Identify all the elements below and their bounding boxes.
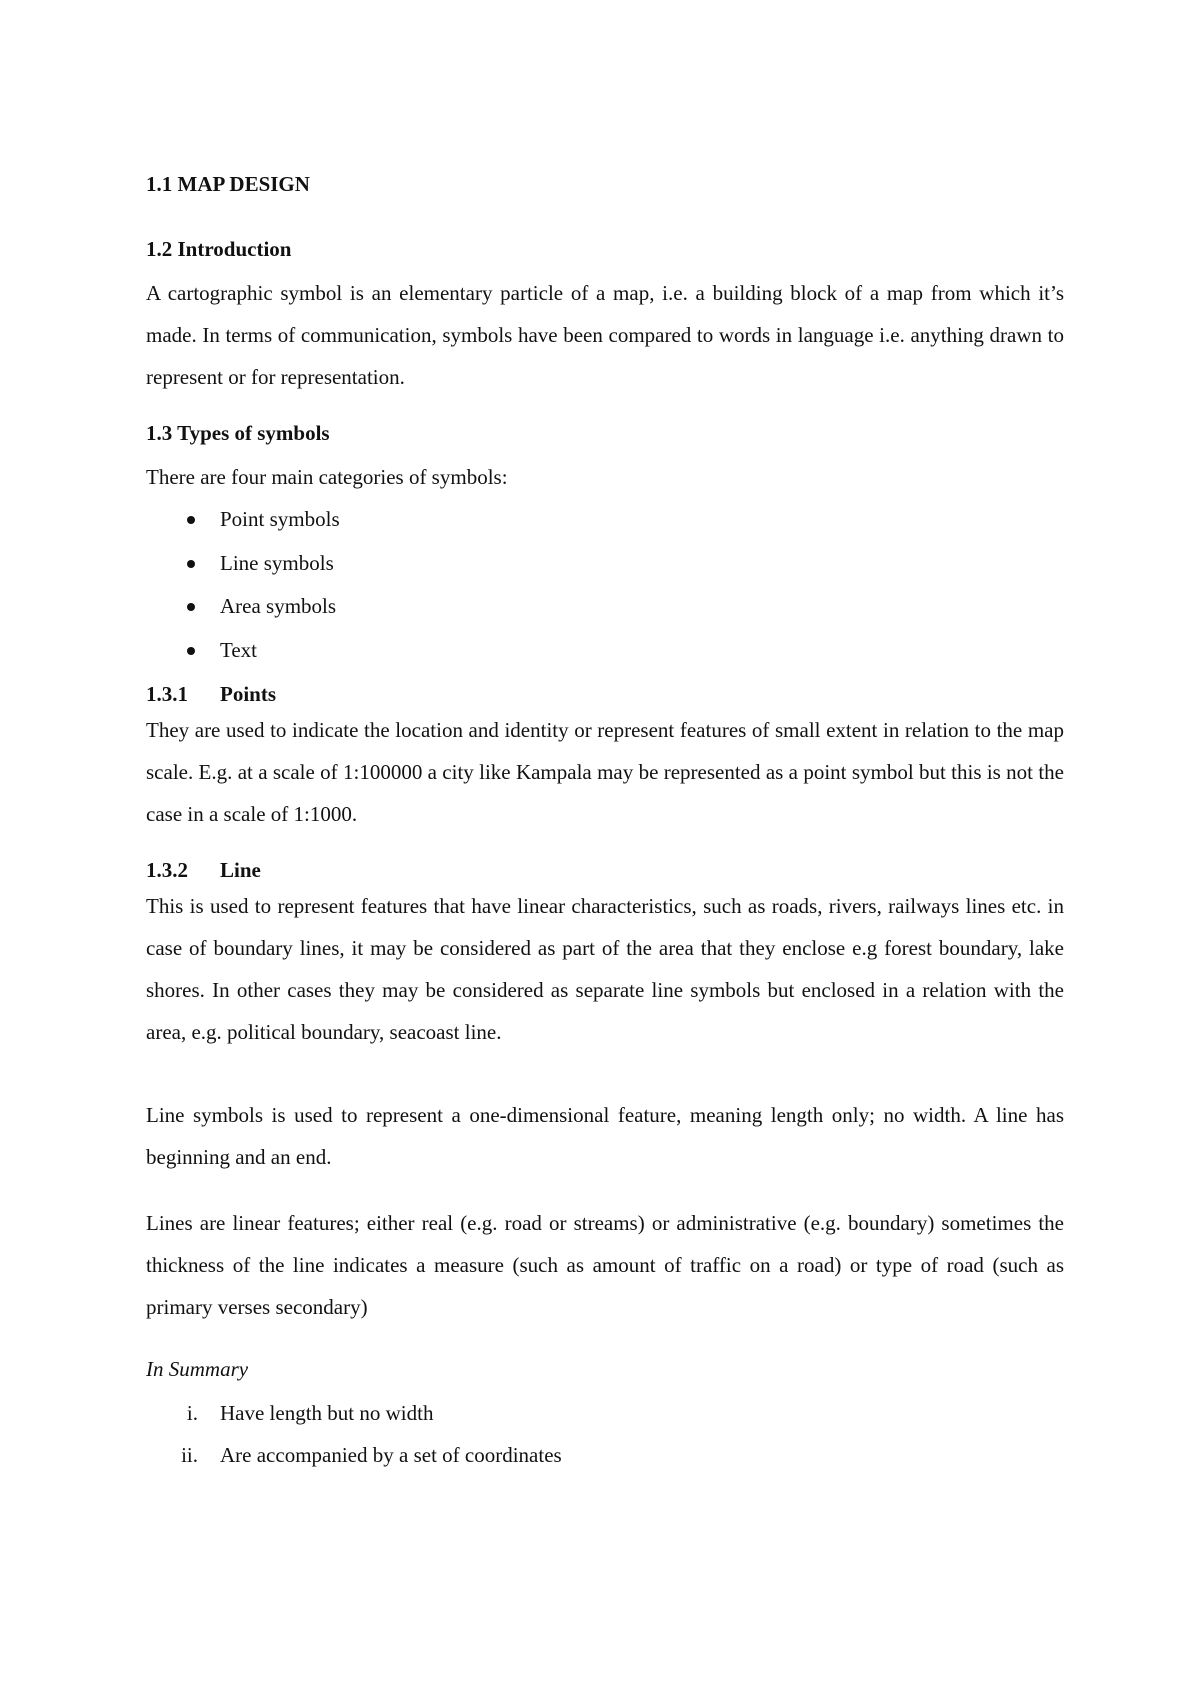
list-item xyxy=(146,1434,1064,1476)
list-item-label: Area symbols xyxy=(220,594,337,618)
list-item xyxy=(146,629,1064,673)
intro-heading: 1.2 Introduction xyxy=(146,237,292,261)
line-heading xyxy=(146,856,1064,884)
line-title: Line xyxy=(220,858,261,882)
bullet-icon xyxy=(187,603,195,611)
line-paragraph-3: Lines are linear features; either real (e.g. road or streams) or administrative (e.g. boundary) sometimes the thickness of the line indicates a measure (such as amount of traffic on a road) or type of road (such as primary verses secondary) xyxy=(146,1211,1064,1319)
points-title: Points xyxy=(220,682,277,706)
list-item xyxy=(146,498,1064,542)
list-numeral: i. xyxy=(186,1401,198,1425)
points-number: 1.3.1 xyxy=(146,682,188,706)
list-item-label: Point symbols xyxy=(220,507,340,531)
types-lead: There are four main categories of symbols: xyxy=(146,465,508,489)
summary-label: In Summary xyxy=(146,1357,249,1381)
types-list xyxy=(146,498,1064,672)
bullet-icon xyxy=(187,516,195,524)
list-numeral: ii. xyxy=(181,1443,198,1467)
points-paragraph: They are used to indicate the location and identity or represent features of small extent in relation to the map scale. E.g. at a scale of 1:100000 a city like Kampala may be represented as a point symbol but this is not the case in a scale of 1:1000. xyxy=(146,718,1064,826)
list-item-label: Text xyxy=(220,637,258,662)
intro-paragraph: A cartographic symbol is an elementary particle of a map, i.e. a building block of a map from which it’s made. In terms of communication, symbols have been compared to words in language i.e. anything drawn to represent or for representation. xyxy=(146,281,1064,389)
types-heading: 1.3 Types of symbols xyxy=(146,421,330,445)
list-item xyxy=(146,542,1064,586)
list-item-label: Have length but no width xyxy=(220,1401,434,1425)
list-item-label: Line symbols xyxy=(220,550,334,575)
line-number: 1.3.2 xyxy=(146,858,188,882)
list-item xyxy=(146,585,1064,629)
bullet-icon xyxy=(187,560,195,568)
document-page xyxy=(146,170,1064,1476)
main-heading: 1.1 MAP DESIGN xyxy=(146,172,310,196)
bullet-icon xyxy=(187,647,195,655)
line-paragraph-2: Line symbols is used to represent a one-dimensional feature, meaning length only; no width. A line has beginning and an end. xyxy=(146,1103,1064,1169)
list-item xyxy=(146,1392,1064,1434)
line-paragraph-1: This is used to represent features that have linear characteristics, such as roads, rivers, railways lines etc. in case of boundary lines, it may be considered as part of the area that they enclose e.g forest boundary, lake shores. In other cases they may be considered as separate line symbols but enclosed in a relation with the area, e.g. political boundary, seacoast line. xyxy=(146,894,1064,1044)
list-item-label: Are accompanied by a set of coordinates xyxy=(220,1443,562,1467)
points-heading xyxy=(146,680,1064,708)
summary-list xyxy=(146,1392,1064,1476)
